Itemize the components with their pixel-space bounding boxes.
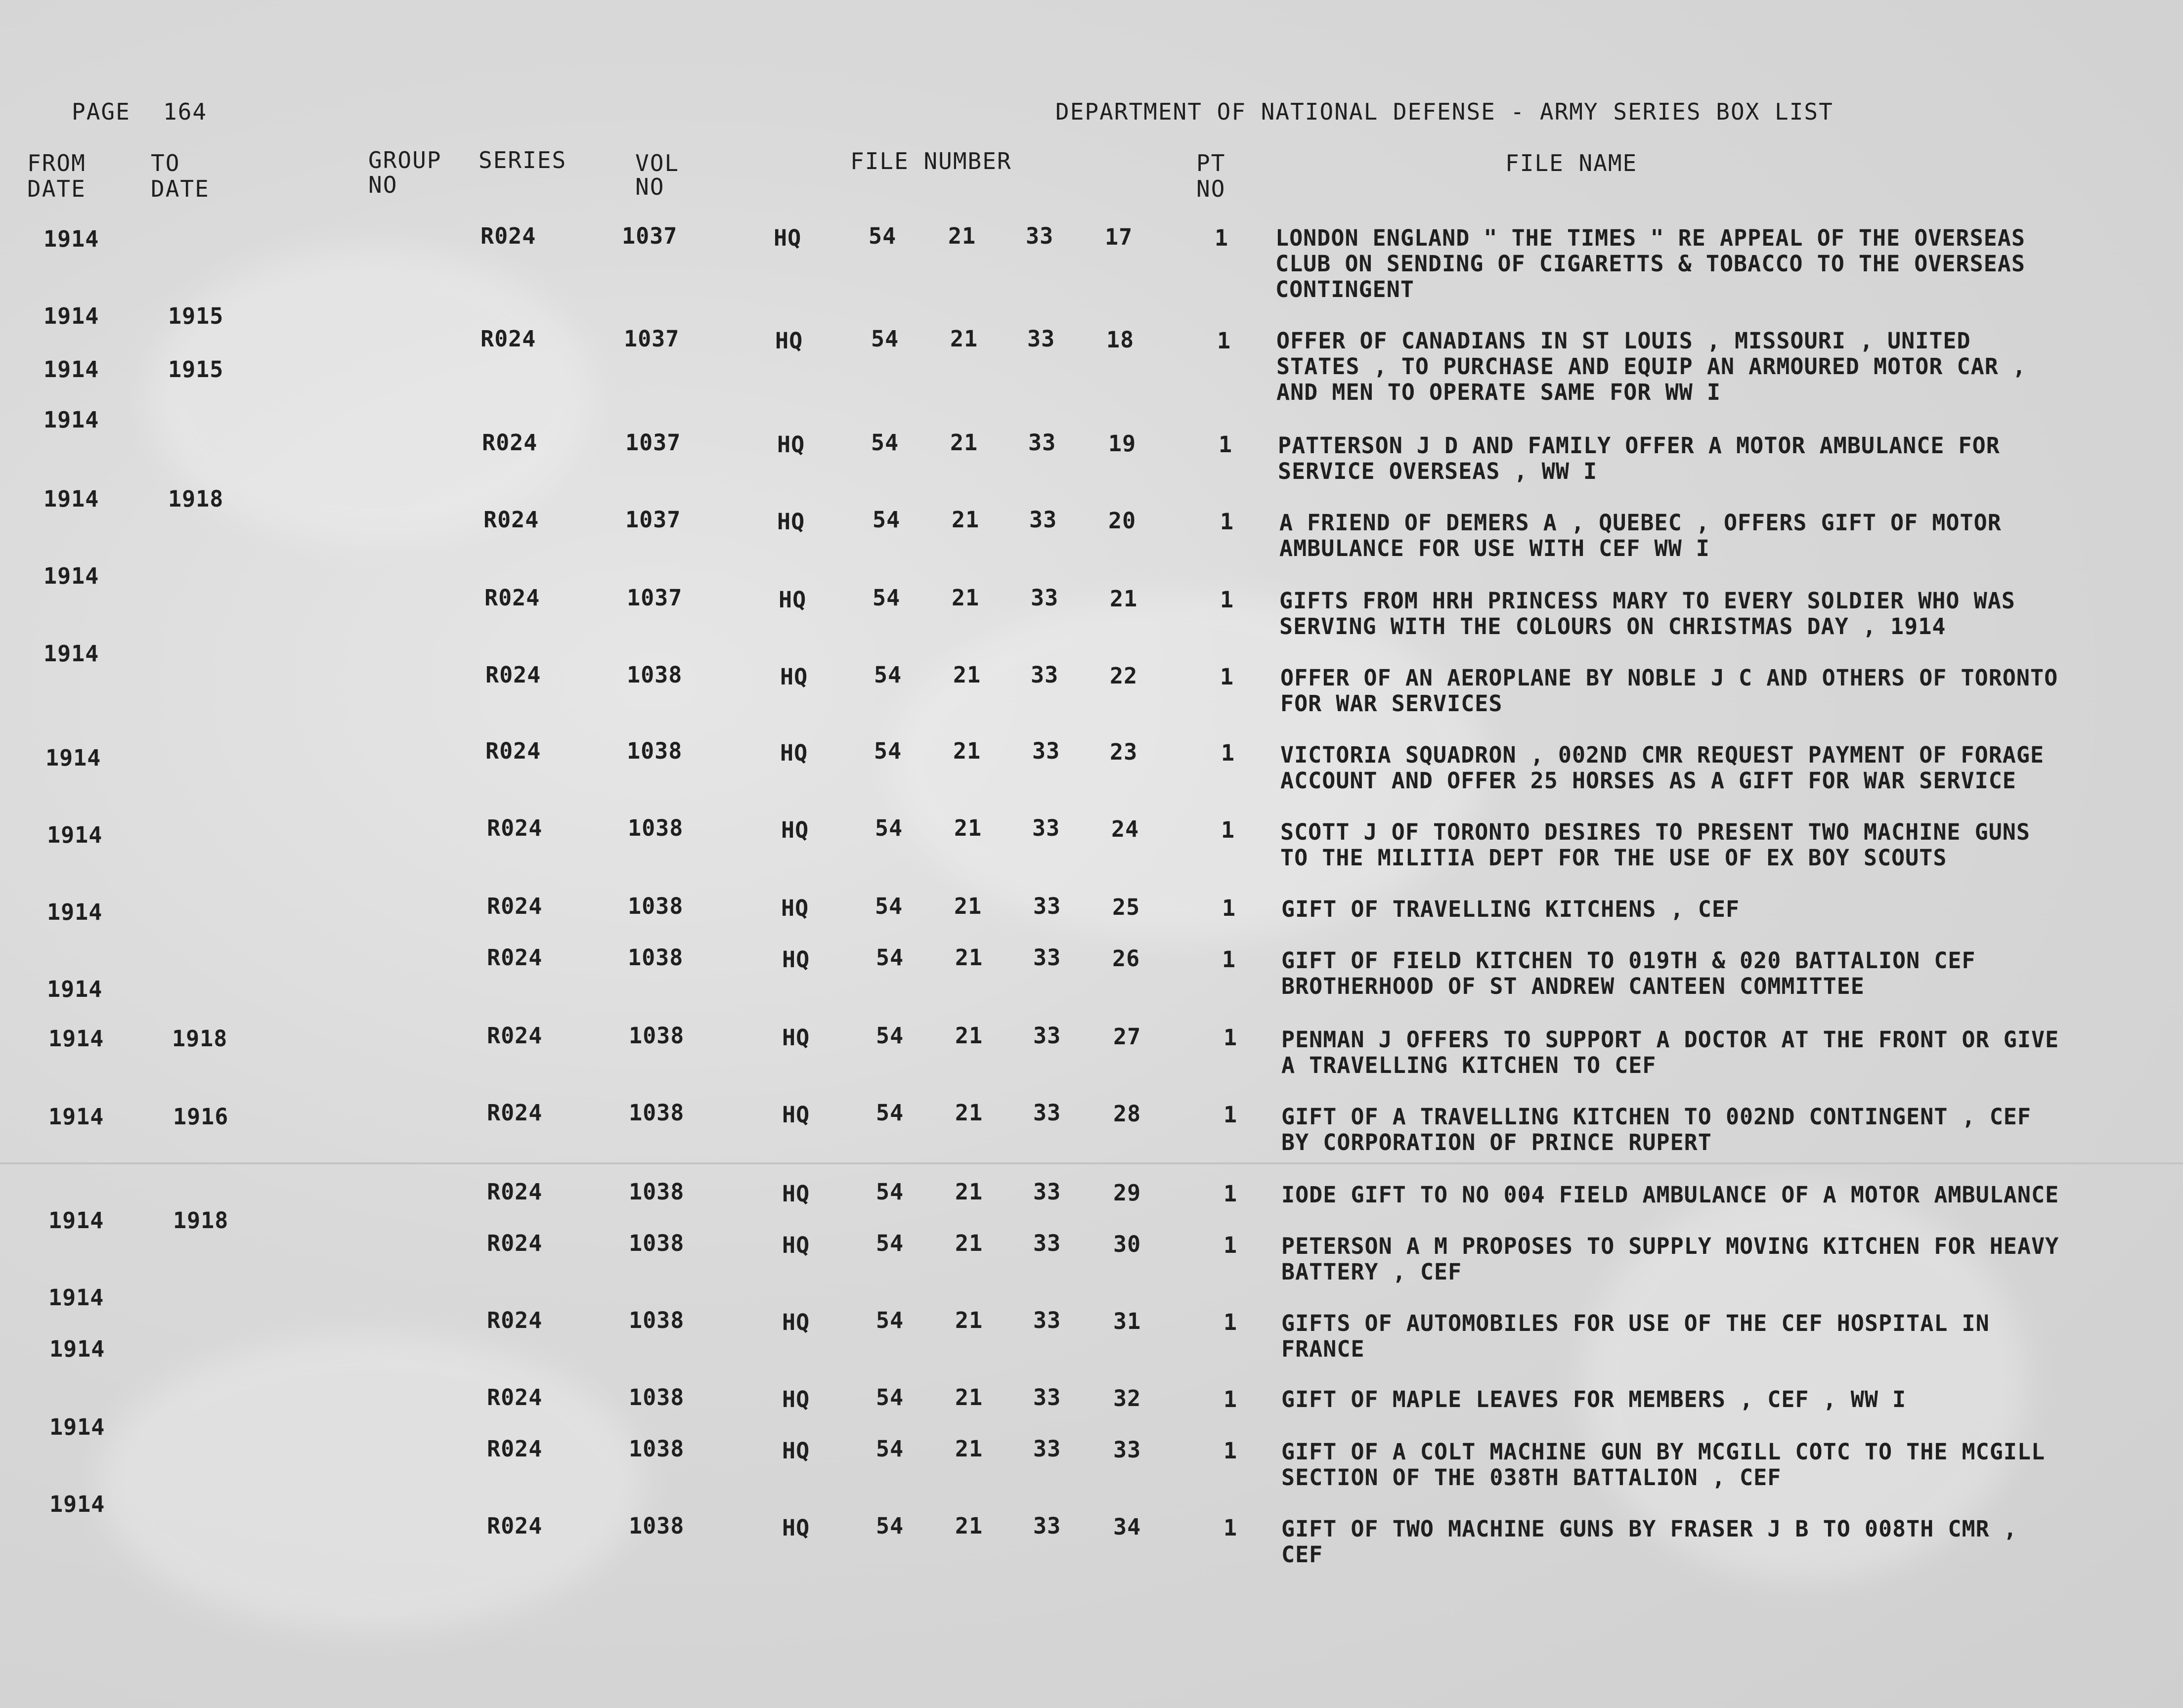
file-number-part: 54 [876,1436,904,1462]
from-date: 1914 [47,976,103,1002]
from-date: 1914 [44,407,99,433]
from-date: 1914 [48,1104,104,1130]
to-date: 1915 [168,303,224,329]
pt-cell: 1 [1221,817,1235,843]
file-number-part: 21 [955,1230,983,1256]
series-cell: R024 [487,1513,543,1539]
file-name-cell: GIFT OF TRAVELLING KITCHENS , CEF [1281,896,1740,922]
header-to: DATE [151,175,210,202]
file-number-part: 54 [876,1100,904,1126]
file-number-part: 54 [875,815,903,841]
series-cell: R024 [483,507,539,533]
hq-cell: HQ [780,740,808,766]
file-number-part: 54 [874,662,902,688]
file-name-cell: LONDON ENGLAND " THE TIMES " RE APPEAL OF THE OVERSEAS CLUB ON SENDING OF CIGARETTS & TOBACCO TO THE OVERSEAS CONTINGENT [1275,225,2025,302]
file-number-part: 26 [1112,945,1140,972]
file-number-part: 33 [1027,326,1055,352]
header-file-name: FILE NAME [1505,150,1638,176]
file-number-part: 54 [873,585,901,611]
file-number-part: 21 [955,1023,983,1049]
from-date: 1914 [44,356,99,383]
to-date: 1915 [168,356,224,383]
file-number-part: 33 [1113,1437,1141,1463]
page-seam [0,1162,2183,1164]
file-number-part: 32 [1113,1385,1141,1411]
pt-cell: 1 [1223,1515,1238,1541]
file-number-part: 54 [869,223,897,249]
pt-cell: 1 [1220,664,1234,690]
file-number-part: 21 [1110,586,1138,612]
hq-cell: HQ [777,431,805,458]
header-pt: NO [1196,175,1226,202]
file-name-cell: PETERSON A M PROPOSES TO SUPPLY MOVING KITCHEN FOR HEAVY BATTERY , CEF [1281,1233,2059,1285]
from-date: 1914 [49,1414,105,1440]
file-number-part: 21 [955,1307,983,1333]
vol-cell: 1038 [627,662,683,688]
file-number-part: 33 [1033,1023,1061,1049]
vol-cell: 1038 [629,1179,685,1205]
file-number-part: 29 [1113,1180,1141,1206]
pt-cell: 1 [1223,1181,1238,1207]
file-name-cell: PATTERSON J D AND FAMILY OFFER A MOTOR AMBULANCE FOR SERVICE OVERSEAS , WW I [1278,432,2000,484]
paper-texture [99,1334,643,1631]
hq-cell: HQ [780,664,808,690]
pt-cell: 1 [1223,1386,1238,1412]
pt-cell: 1 [1217,328,1231,354]
file-number-part: 21 [953,738,981,764]
pt-cell: 1 [1223,1438,1238,1464]
pt-cell: 1 [1222,895,1236,921]
file-number-part: 19 [1108,430,1136,457]
to-date: 1916 [173,1104,229,1130]
file-number-part: 28 [1113,1101,1141,1127]
series-cell: R024 [485,662,541,688]
file-number-part: 18 [1106,327,1135,353]
series-cell: R024 [487,1307,543,1333]
pt-cell: 1 [1219,431,1233,458]
file-number-part: 33 [1033,1230,1061,1256]
vol-cell: 1038 [629,1100,685,1126]
file-number-part: 31 [1113,1308,1141,1334]
file-number-part: 54 [874,738,902,764]
series-cell: R024 [487,1179,543,1205]
from-date: 1914 [47,822,103,848]
to-date: 1918 [168,486,224,512]
file-number-part: 54 [876,1023,904,1049]
file-number-part: 21 [954,893,982,919]
file-number-part: 33 [1032,815,1060,841]
file-number-part: 33 [1033,1384,1061,1410]
vol-cell: 1037 [627,585,683,611]
hq-cell: HQ [779,587,807,613]
pt-cell: 1 [1223,1102,1238,1128]
hq-cell: HQ [782,1515,810,1541]
hq-cell: HQ [781,817,809,843]
file-name-cell: OFFER OF CANADIANS IN ST LOUIS , MISSOURI , UNITED STATES , TO PURCHASE AND EQUIP AN ARMOURED MOTOR CAR , AND MEN TO OPERATE SAME FOR WW I [1276,328,2026,405]
series-cell: R024 [487,1384,543,1410]
to-date: 1918 [173,1207,229,1234]
hq-cell: HQ [781,895,809,921]
file-number-part: 33 [1033,893,1061,919]
from-date: 1914 [49,1491,105,1517]
from-date: 1914 [48,1025,104,1052]
from-date: 1914 [44,226,99,252]
series-cell: R024 [487,893,543,919]
series-cell: R024 [487,815,543,841]
from-date: 1914 [44,563,99,589]
header-series: SERIES [479,147,567,173]
pt-cell: 1 [1221,740,1235,766]
file-number-part: 21 [955,1436,983,1462]
file-number-part: 34 [1113,1514,1141,1540]
file-name-cell: GIFT OF MAPLE LEAVES FOR MEMBERS , CEF , WW I [1281,1386,1907,1412]
from-date: 1914 [48,1284,104,1311]
file-number-part: 27 [1113,1024,1141,1050]
file-number-part: 33 [1028,429,1056,456]
file-number-part: 24 [1111,816,1139,842]
pt-cell: 1 [1223,1309,1238,1335]
file-name-cell: VICTORIA SQUADRON , 002ND CMR REQUEST PAYMENT OF FORAGE ACCOUNT AND OFFER 25 HORSES AS A GIFT FOR WAR SERVICE [1280,742,2045,794]
file-number-part: 21 [955,1179,983,1205]
series-cell: R024 [485,738,541,764]
file-number-part: 54 [876,1513,904,1539]
header-group: GROUP [368,147,442,173]
file-number-part: 21 [955,1513,983,1539]
hq-cell: HQ [782,1438,810,1464]
file-number-part: 21 [953,662,981,688]
from-date: 1914 [44,303,99,329]
file-number-part: 30 [1113,1231,1141,1257]
series-cell: R024 [480,326,536,352]
hq-cell: HQ [782,1232,810,1258]
pt-cell: 1 [1220,509,1234,535]
file-number-part: 33 [1033,1513,1061,1539]
file-number-part: 33 [1033,1100,1061,1126]
series-cell: R024 [487,944,543,971]
hq-cell: HQ [774,225,802,251]
file-number-part: 33 [1032,738,1060,764]
header-to: TO [151,150,180,176]
file-number-part: 21 [950,326,978,352]
pt-cell: 1 [1222,946,1236,973]
file-name-cell: IODE GIFT TO NO 004 FIELD AMBULANCE OF A MOTOR AMBULANCE [1281,1182,2059,1208]
hq-cell: HQ [782,1102,810,1128]
from-date: 1914 [48,1207,104,1234]
file-name-cell: GIFTS FROM HRH PRINCESS MARY TO EVERY SOLDIER WHO WAS SERVING WITH THE COLOURS ON CHRISTMAS DAY , 1914 [1279,588,2015,640]
file-number-part: 21 [954,815,982,841]
file-number-part: 54 [871,429,899,456]
file-number-part: 33 [1026,223,1054,249]
hq-cell: HQ [782,1181,810,1207]
series-cell: R024 [487,1230,543,1256]
file-number-part: 21 [950,429,978,456]
file-number-part: 23 [1110,739,1138,765]
vol-cell: 1038 [629,1230,685,1256]
vol-cell: 1037 [625,507,681,533]
header-vol: NO [635,173,665,200]
file-name-cell: GIFT OF A TRAVELLING KITCHEN TO 002ND CONTINGENT , CEF BY CORPORATION OF PRINCE RUPERT [1281,1104,2031,1155]
file-number-part: 33 [1033,944,1061,971]
file-name-cell: SCOTT J OF TORONTO DESIRES TO PRESENT TWO MACHINE GUNS TO THE MILITIA DEPT FOR THE USE OF EX BOY SCOUTS [1280,819,2030,871]
file-name-cell: PENMAN J OFFERS TO SUPPORT A DOCTOR AT THE FRONT OR GIVE A TRAVELLING KITCHEN TO CEF [1281,1026,2059,1078]
from-date: 1914 [47,899,103,925]
page-title: DEPARTMENT OF NATIONAL DEFENSE - ARMY SERIES BOX LIST [1055,98,1834,125]
header-from: FROM [27,150,86,176]
from-date: 1914 [44,486,99,512]
pt-cell: 1 [1223,1025,1238,1051]
series-cell: R024 [487,1100,543,1126]
hq-cell: HQ [782,1309,810,1335]
vol-cell: 1038 [629,1023,685,1049]
vol-cell: 1038 [628,815,684,841]
from-date: 1914 [44,640,99,667]
file-number-part: 21 [955,1100,983,1126]
file-number-part: 54 [876,1230,904,1256]
file-number-part: 21 [955,944,983,971]
page-label: PAGE [72,98,131,125]
file-number-part: 54 [875,893,903,919]
file-number-part: 33 [1029,507,1057,533]
series-cell: R024 [482,429,538,456]
page-number: 164 [163,98,208,125]
hq-cell: HQ [782,1386,810,1412]
header-vol: VOL [635,150,680,176]
vol-cell: 1038 [628,944,684,971]
file-number-part: 33 [1031,585,1059,611]
file-number-part: 33 [1031,662,1059,688]
file-number-part: 21 [952,507,980,533]
series-cell: R024 [487,1023,543,1049]
file-number-part: 54 [871,326,899,352]
from-date: 1914 [49,1336,105,1362]
file-number-part: 33 [1033,1436,1061,1462]
vol-cell: 1038 [629,1436,685,1462]
hq-cell: HQ [782,946,810,973]
header-from: DATE [27,175,86,202]
series-cell: R024 [484,585,540,611]
file-name-cell: GIFT OF FIELD KITCHEN TO 019TH & 020 BATTALION CEF BROTHERHOOD OF ST ANDREW CANTEEN COMMITTEE [1281,947,1976,999]
file-number-part: 20 [1108,508,1136,534]
file-name-cell: GIFT OF TWO MACHINE GUNS BY FRASER J B TO 008TH CMR , CEF [1281,1516,2017,1568]
file-name-cell: GIFT OF A COLT MACHINE GUN BY MCGILL COTC TO THE MCGILL SECTION OF THE 038TH BATTALION , CEF [1281,1439,2046,1491]
hq-cell: HQ [777,509,805,535]
file-number-part: 54 [873,507,901,533]
file-name-cell: A FRIEND OF DEMERS A , QUEBEC , OFFERS GIFT OF MOTOR AMBULANCE FOR USE WITH CEF WW I [1279,510,2002,561]
header-group: NO [368,171,398,198]
file-number-part: 22 [1110,663,1138,689]
file-number-part: 21 [952,585,980,611]
vol-cell: 1038 [629,1307,685,1333]
file-number-part: 21 [955,1384,983,1410]
file-number-part: 54 [876,1307,904,1333]
header-pt: PT [1196,150,1226,176]
from-date: 1914 [45,745,101,771]
pt-cell: 1 [1215,225,1229,251]
vol-cell: 1037 [622,223,678,249]
vol-cell: 1038 [629,1384,685,1410]
header-file-number: FILE NUMBER [850,148,1012,174]
file-number-part: 33 [1033,1307,1061,1333]
series-cell: R024 [487,1436,543,1462]
series-cell: R024 [480,223,536,249]
to-date: 1918 [172,1025,228,1052]
hq-cell: HQ [782,1025,810,1051]
pt-cell: 1 [1220,587,1234,613]
file-number-part: 54 [876,944,904,971]
file-number-part: 25 [1112,894,1140,920]
file-name-cell: OFFER OF AN AEROPLANE BY NOBLE J C AND OTHERS OF TORONTO FOR WAR SERVICES [1280,665,2058,717]
file-number-part: 33 [1033,1179,1061,1205]
hq-cell: HQ [775,328,803,354]
file-number-part: 54 [876,1179,904,1205]
vol-cell: 1038 [627,738,683,764]
pt-cell: 1 [1223,1232,1238,1258]
file-number-part: 54 [876,1384,904,1410]
file-name-cell: GIFTS OF AUTOMOBILES FOR USE OF THE CEF HOSPITAL IN FRANCE [1281,1310,1990,1362]
file-number-part: 17 [1105,224,1133,250]
vol-cell: 1038 [629,1513,685,1539]
vol-cell: 1038 [628,893,684,919]
vol-cell: 1037 [624,326,680,352]
vol-cell: 1037 [625,429,681,456]
file-number-part: 21 [948,223,976,249]
